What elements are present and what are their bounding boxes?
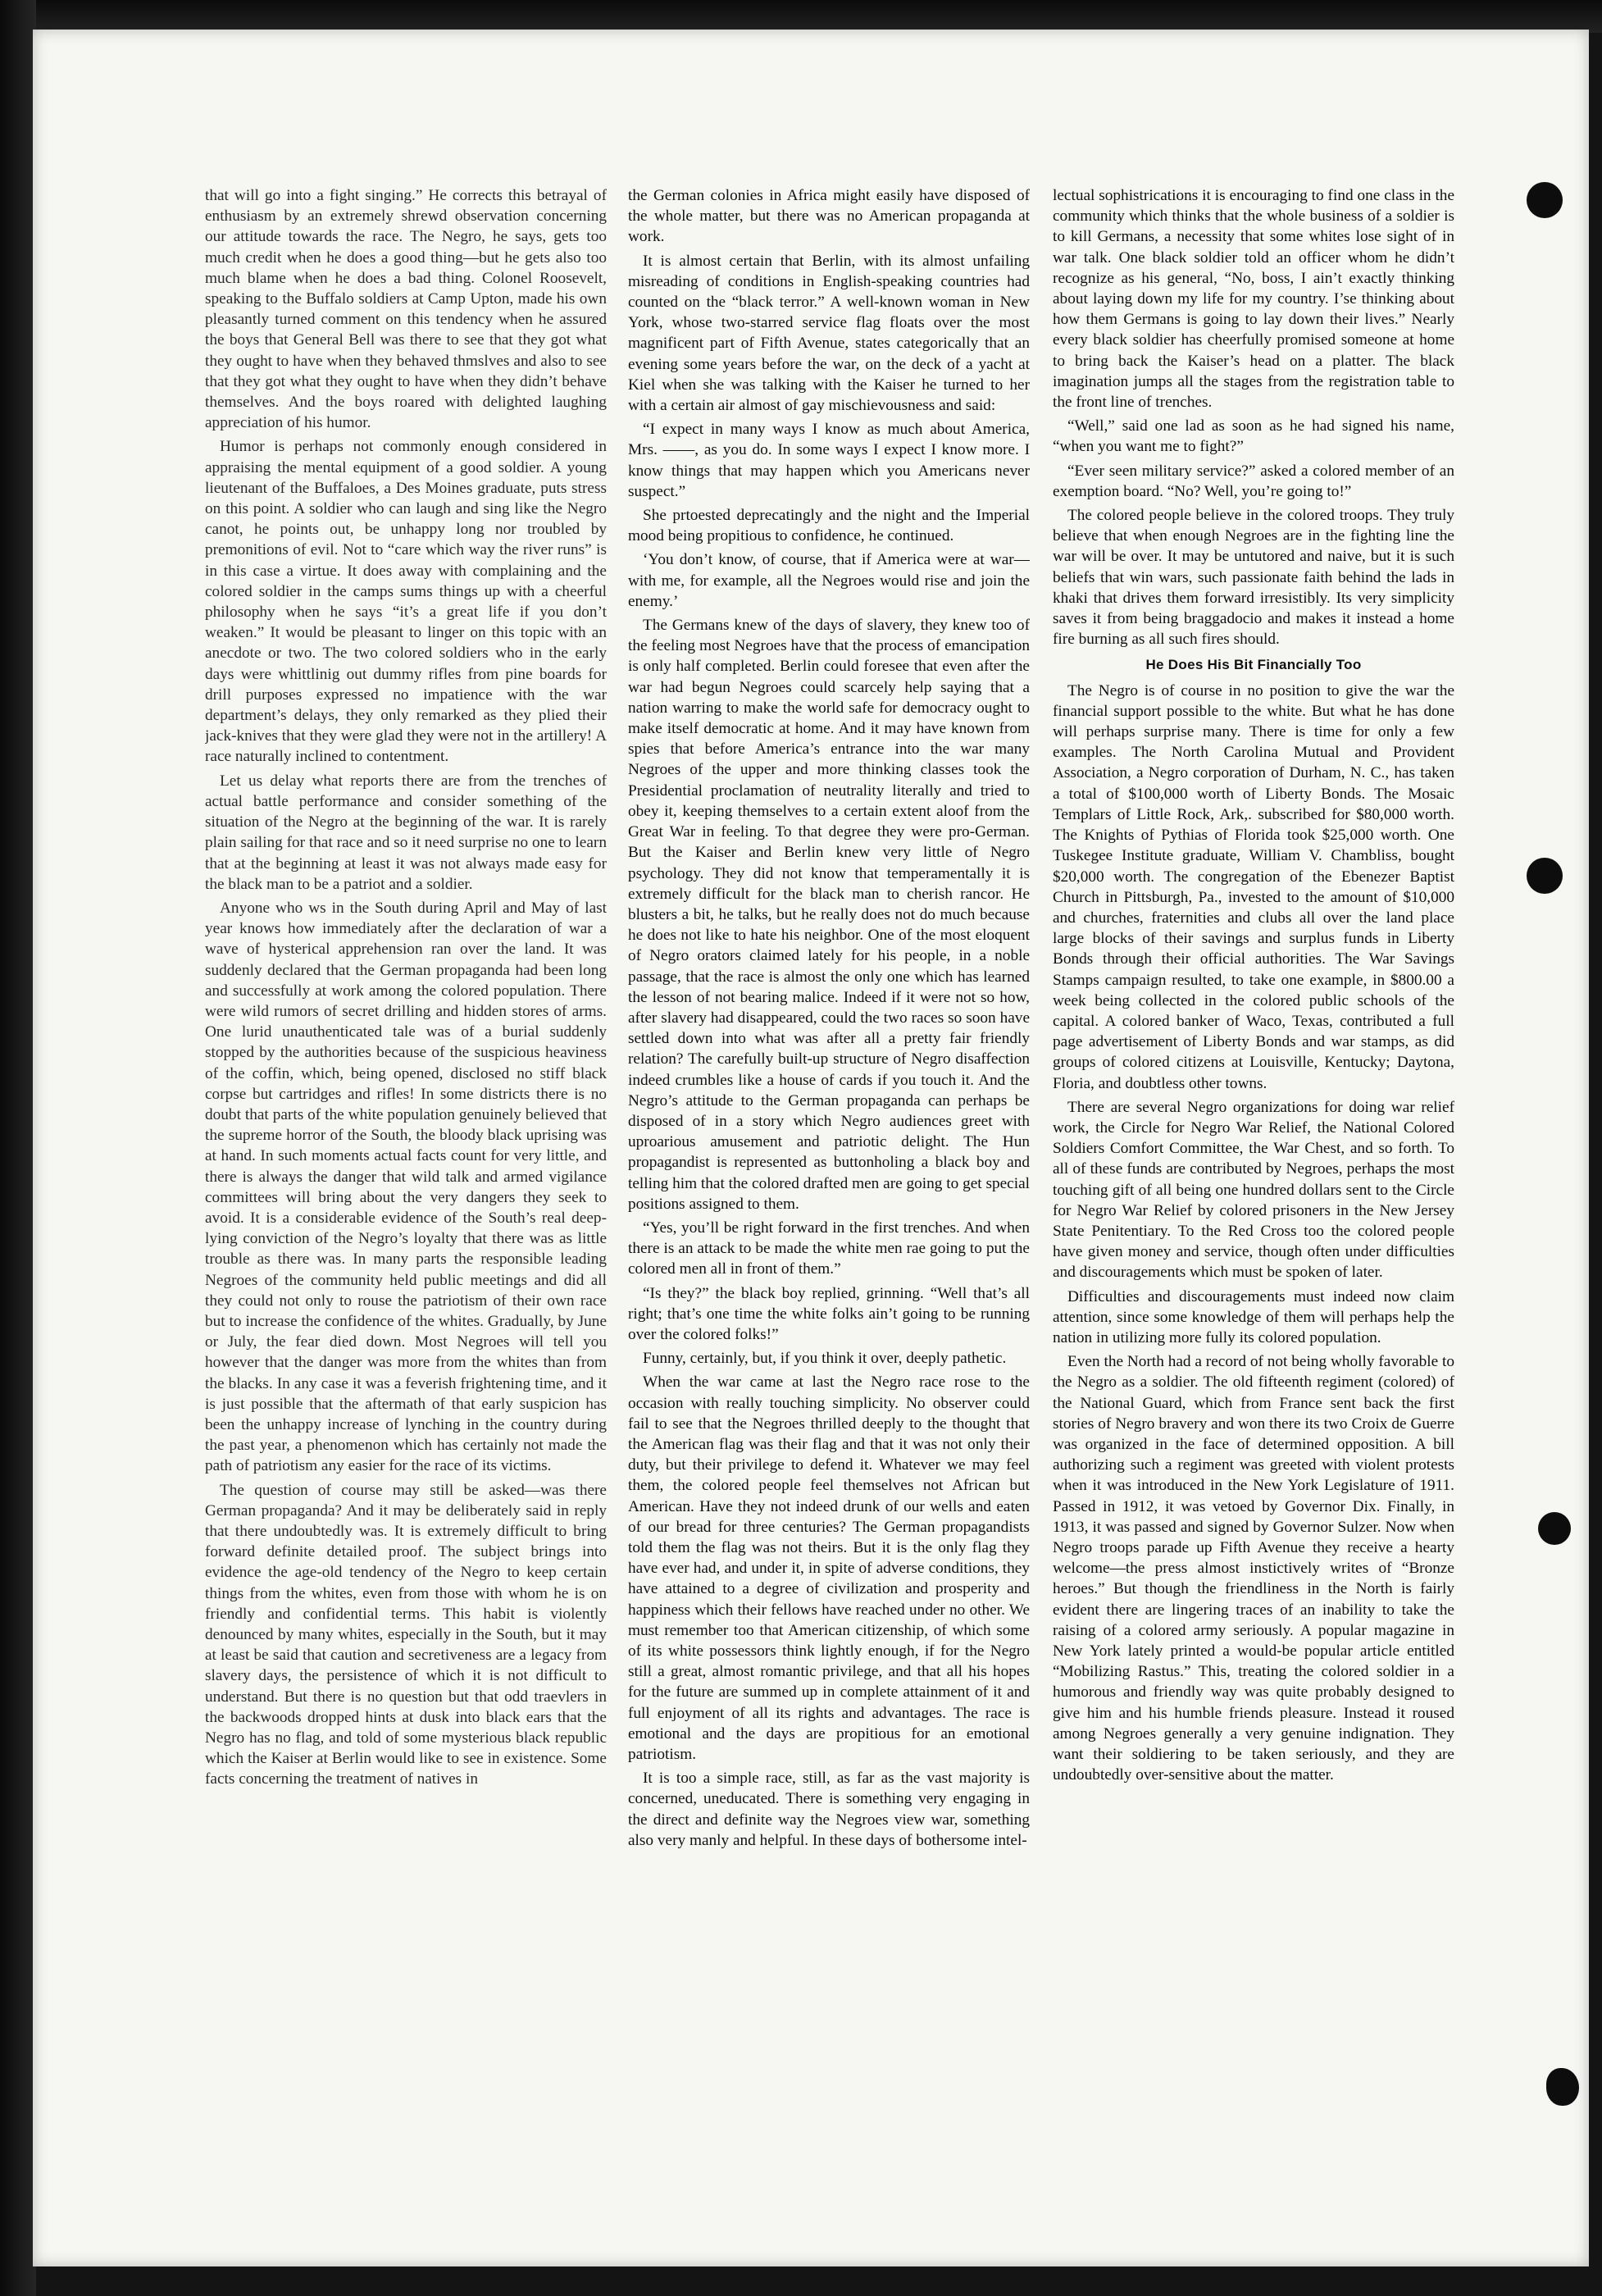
paragraph: The question of course may still be asked—was there German propaganda? And it may be deliberately said in reply that there undoubtedly was. It is extremely difficult to bring forward definite detailed proof. The subject brings into evidence the age-old tendency of the Negro to keep certain things from the whites, even from those with whom he is on friendly and confidential terms. This habit is violently denounced by many whites, especially in the South, but it may at least be said that caution and secretiveness are a legacy from slavery days, the persistence of which it is not difficult to understand. But there is no question but that odd traevlers in the backwoods dropped hints at dusk into black ears that the Negro has no flag, and told of some mysterious black republic which the Kaiser at Berlin would like to see in existence. Some facts concerning the treatment of natives in (205, 1481, 607, 1788)
punch-hole (1527, 858, 1563, 894)
paragraph: “Ever seen military service?” asked a colored member of an exemption board. “No? Well, you’re going to!” (1053, 462, 1454, 500)
scan-border-left (0, 0, 36, 2296)
paragraph: There are several Negro organizations for doing war relief work, the Circle for Negro War Relief, the National Colored Soldiers Comfort Committee, the War Chest, and so forth. To all of these funds are contributed by Negroes, perhaps the most touching gift of all being one hundred dollars sent to the Circle for Negro War Relief by colored prisoners in the New Jersey State Penitentiary. To the Red Cross too the colored people have given money and service, though often under difficulties and discouragements which must be spoken of later. (1053, 1098, 1454, 1282)
paragraph: Funny, certainly, but, if you think it over, deeply pathetic. (643, 1350, 1007, 1368)
article-columns (205, 185, 1455, 2170)
paragraph: lectual sophistrications it is encouraging to find one class in the community which thinks that the whole business of a soldier is to kill Germans, a necessity that some whites lose sight of in war talk. One black soldier told an officer whom he didn’t recognize as his general, “No, boss, I ain’t exactly thinking about laying down my life for my country. I’se thinking about how them Germans is going to lay down their lives.” Nearly every black soldier has cheerfully promised someone at home to bring back the Kaiser’s head on a platter. The black imagination jumps all the stages from the registration table to the front line of trenches. (1053, 187, 1454, 412)
paragraph: It is too a simple race, still, as far as the vast majority is concerned, uneducated. There is something very engaging in the direct and definite way the Negroes view war, something also very manly and helpful. In these days of bothersome intel- (628, 1770, 1030, 1849)
paragraph: “Well,” said one lad as soon as he had signed his name, “when you want me to fight?” (1053, 417, 1454, 456)
section-heading: He Does His Bit Financially Too (1145, 657, 1362, 673)
paragraph: that will go into a fight singing.” He corrects this betrayal of enthusiasm by an extremely shrewd observation concerning our attitude towards the race. The Negro, he says, gets too much credit when he does a good thing—but he gets also too much blame when he does a bad thing. Colonel Roosevelt, speaking to the Buffalo soldiers at Camp Upton, made his own pleasantly turned comment on this tendency when he assured the boys that General Bell was there to see that they got what they ought to have when they behaved thmslves and also to see that they got what they ought to have when they didn’t behave themselves. And the boys roared with delighted laughing appreciation of his humor. (205, 187, 607, 432)
paragraph: “Is they?” the black boy replied, grinning. “Well that’s all right; that’s one time the white folks ain’t going to be running over the colored folks!” (628, 1284, 1030, 1343)
text-column-3 (1053, 185, 1454, 2170)
punch-hole (1538, 1512, 1571, 1545)
paragraph: Humor is perhaps not commonly enough considered in appraising the mental equipment of a good soldier. A young lieutenant of the Buffaloes, a Des Moines graduate, puts stress on this point. A soldier who can laugh and sing like the Negro canot, he points out, be unhappy long nor troubled by premonitions of evil. Not to “care which way the river runs” is in this case a virtue. It does away with complaining and the colored soldier in the camps sums things up with a cheerful philosophy when he says “it’s a great life if you don’t weaken.” It would be pleasant to linger on this topic with an anecdote or two. The two colored soldiers who in the early days were whittlinig out dummy rifles from pine boards for drill purposes expressed no impatience with the war department’s delays, they only remarked as they plied their jack-knives that they were glad they were not in the artillery! A race naturally inclined to contentment. (205, 438, 607, 766)
paragraph: ‘You don’t know, of course, that if America were at war—with me, for example, all the Negroes would rise and join the enemy.’ (628, 551, 1030, 610)
document-page (33, 30, 1589, 2266)
punch-hole (1546, 2068, 1579, 2106)
paragraph: She prtoested deprecatingly and the night and the Imperial mood being propitious to confidence, he continued. (628, 507, 1030, 545)
punch-hole (1527, 182, 1563, 218)
paragraph: It is almost certain that Berlin, with its almost unfailing misreading of conditions in English-speaking countries had counted on the “black terror.” A well-known woman in New York, whose two-starred service flag floats over the most magnificent part of Fifth Avenue, states categorically that an evening some years before the war, on the deck of a yacht at Kiel when she was talking with the Kaiser he turned to her with a certain air almost of gay mischievousness and said: (628, 252, 1030, 415)
paragraph: Anyone who ws in the South during April and May of last year knows how immediately after the declaration of war a wave of hysterical apprehension ran over the land. It was suddenly declared that the German propaganda had been long and successfully at work among the colored population. There were wild rumors of secret drilling and hidden stores of arms. One lurid unauthenticated tale was of a burial suddenly stopped by the authorities because of the suspicious heaviness of the coffin, which, being opened, disclosed no stiff black corpse but cartridges and rifles! In some districts there is no doubt that parts of the white population genuinely believed that the supreme horror of the South, the bloody black uprising was at hand. In such moments actual facts count for very little, and there is always the danger that wild talk and armed vigilance committees will bring about the very dangers they seek to avoid. It is a considerable evidence of the South’s real deep-lying conviction of the Negro’s loyalty that there was as little trouble as there was. In many parts the responsible leading Negroes of the community held public meetings and did all they could not only to rouse the patriotism of their own race but to increase the confidence of the whites. Gradually, by June or July, the fear died down. Most Negroes will tell you however that the danger was more from the whites than from the blacks. In any case it was a feverish frightening time, and it is just possible that the aftermath of that early suspicion has been the unhappy increase of lynching in the country during the past year, a phenomenon which has certainly not made the path of patriotism any easier for the race of its victims. (205, 899, 607, 1475)
paragraph: Difficulties and discouragements must indeed now claim attention, since some knowledge of them will perhaps help the nation in utilizing more fully its colored population. (1053, 1287, 1454, 1346)
paragraph: Let us delay what reports there are from the trenches of actual battle performance and consider something of the situation of the Negro at the beginning of the war. It is rarely plain sailing for that race and so it need surprise no one to learn that at the beginning at least it was not always made easy for the black man to be a patriot and a soldier. (205, 772, 607, 893)
text-column-1 (205, 185, 607, 2170)
paragraph: Even the North had a record of not being wholly favorable to the Negro as a soldier. The old fifteenth regiment (colored) of the National Guard, which from France sent back the first stories of Negro bravery and won there its two Croix de Guerre was organized in the face of determined opposition. A bill authorizing such a regiment was greeted with violent protests when it was introduced in the New York Legislature of 1911. Passed in 1912, it was vetoed by Governor Dix. Finally, in 1913, it was passed and signed by Governor Sulzer. Now when Negro troops parade up Fifth Avenue they receive a hearty welcome—the press almost instictively writes of “Bronze heroes.” But though the friendliness in the North is fairly evident there are lingering traces of an inability to take the raising of a colored army seriously. A popular magazine in New York lately printed a would-be popular article entitled “Mobilizing Rastus.” This, treating the colored soldier in a humorous and friendly way was quite probably designed to give him and his humble friends pleasure. Instead it roused among Negroes generally a very genuine indignation. They want their soldiering to be taken seriously, and they are undoubtedly over-sensitive about the matter. (1053, 1353, 1454, 1784)
text-column-2 (628, 185, 1030, 2170)
paragraph: “Yes, you’ll be right forward in the first trenches. And when there is an attack to be made the white men rae going to put the colored men all in front of them.” (628, 1219, 1030, 1278)
paragraph: When the war came at last the Negro race rose to the occasion with really touching simplicity. No observer could fail to see that the Negroes thrilled deeply to the thought that the American flag was their flag and that it was not only their duty, but their privilege to defend it. Whatever we may feel them, the colored people feel themselves not African but American. Have they not indeed drunk of our wells and eaten of our bread for three centuries? The German propagandists told them the flag was not theirs. But it is the only flag they have ever had, and under it, in spite of adverse conditions, they have attained to a degree of civilization and prosperity and happiness which their fellows have reached under no other. We must remember too that American citizenship, of which some of its white possessors think lightly enough, if for the Negro still a great, almost romantic privilege, and that all his hopes for the future are summed up in complete attainment of it and full enjoyment of all its rights and advantages. The race is emotional and the days are propitious for an emotional patriotism. (628, 1374, 1030, 1764)
paragraph: The colored people believe in the colored troops. They truly believe that when enough Negroes are in the fighting line the war will be over. It may be untutored and naive, but it is such beliefs that win wars, such passionate faith behind the lads in khaki that drives them forward irresistibly. Its very simplicity saves it from being braggadocio and makes it instead a home fire burning as all such fires should. (1053, 507, 1454, 649)
paragraph: the German colonies in Africa might easily have disposed of the whole matter, but there was no American propaganda at work. (628, 187, 1030, 246)
scan-border-top (0, 0, 1602, 33)
paragraph: The Germans knew of the days of slavery, they knew too of the feeling most Negroes have that the process of emancipation is only half completed. Berlin could foresee that even after the war had begun Negroes could scarcely help saying that a nation warring to make the world safe for democracy ought to make itself democratic at home. And it may have known from spies that before America’s entrance into the war many Negroes of the upper and more thinking classes took the Presidential proclamation of neutrality literally and tried to obey it, keeping themselves to a certain extent aloof from the Great War in feeling. To that degree they were pro-German. But the Kaiser and Berlin knew very little of Negro psychology. They did not know that temperamentally it is extremely difficult for the black man to cherish rancor. He blusters a bit, he talks, but he really does not do much because he does not like to hate his neighbor. One of the most eloquent of Negro orators claimed lately for his people, in a noble passage, that the race is almost the only one which has learned the lesson of not bearing malice. Indeed if it were not so how, after slavery had disappeared, could the two races so soon have settled down into what was after all a pretty fair friendly relation? The carefully built-up structure of Negro disaffection indeed crumbles like a house of cards if you touch it. And the Negro’s attitude to the German propaganda can perhaps be disposed of in a story which Negro audiences greet with uproarious amusement and patriotic delight. The Hun propagandist is represented as buttonholing a black boy and telling him that the colored drafted men are going to get special positions assigned to them. (628, 617, 1030, 1213)
paragraph: The Negro is of course in no position to give the war the financial support possible to the white. But what he has done will perhaps surprise many. There is time for only a few examples. The North Carolina Mutual and Provident Association, a Negro corporation of Durham, N. C., has taken a total of $100,000 worth of Liberty Bonds. The Mosaic Templars of Little Rock, Ark,. subscribed for $80,000 worth. The Knights of Pythias of Florida took $25,000 worth. One Tuskegee Institute graduate, William V. Chambliss, bought $20,000 worth. The congregation of the Ebenezer Baptist Church in Pittsburgh, Pa., invested to the amount of $10,000 and churches, fraternities and clubs all over the land place large blocks of their savings and surplus funds in Liberty Bonds through their official authorities. The War Savings Stamps campaign resulted, to take one example, in $800.00 a week being collected in the colored public schools of the capital. A colored banker of Waco, Texas, contributed a full page advertisement of Liberty Bonds and war stamps, as did groups of colored citizens at Louisville, Kentucky; Daytona, Floria, and doubtless other towns. (1053, 681, 1454, 1092)
paragraph: “I expect in many ways I know as much about America, Mrs. ——, as you do. In some ways I expect I know more. I know things that may happen which you Americans never suspect.” (628, 421, 1030, 500)
